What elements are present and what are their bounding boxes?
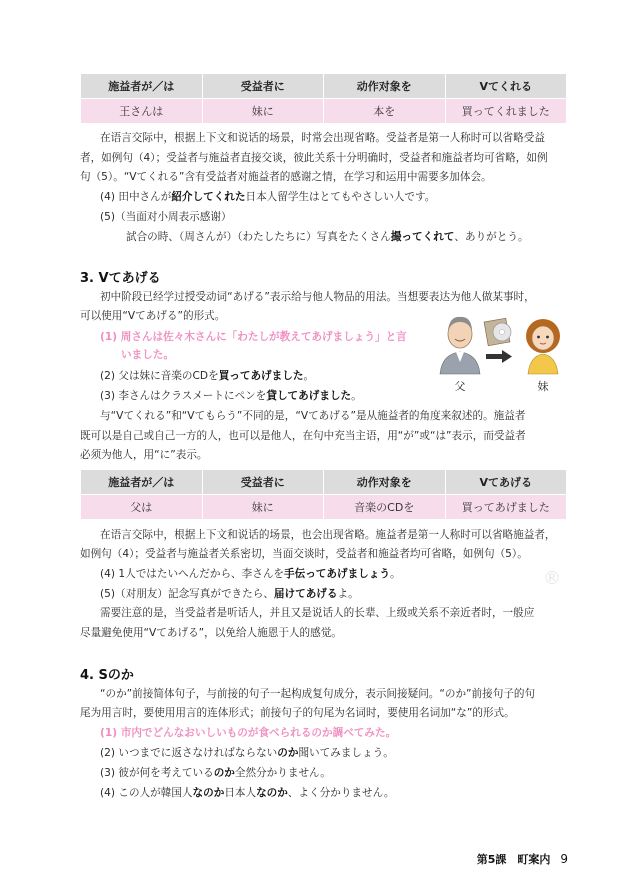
paragraph-line: 如例句（4）；受益者与施益者关系密切，当面交谈时，受益者和施益者均可省略，如例句（5）。: [80, 548, 528, 560]
paragraph-line: 尾为用言时，要使用用言的连体形式；前接句子的句尾为名词时，要使用名词加“な”的形式。: [80, 707, 515, 719]
table-cell: 王さんは: [81, 99, 203, 124]
cd-icon: [484, 318, 511, 345]
label-father: 父: [454, 380, 466, 393]
example-sentence: (2) いつまでに返さなければならないのか聞いてみましょう。: [100, 747, 394, 759]
table-header: 受益者に: [202, 470, 324, 495]
example-sentence: (5)（当面对小周表示感谢）: [100, 211, 232, 223]
paragraph-line: 句（5）。“Vてくれる”含有受益者对施益者的感谢之情，在学习和运用中需要多加体会。: [80, 171, 492, 183]
label-sister: 妹: [537, 380, 549, 393]
lesson-title: 第5課 町案内: [476, 853, 551, 866]
table-header: 受益者に: [202, 74, 324, 99]
example-sentence: (4) この人が韓国人なのか日本人なのか、よく分かりません。: [100, 787, 395, 799]
paragraph-line: 尽量避免使用“Vてあげる”，以免给人施恩于人的感觉。: [80, 627, 342, 639]
table-kureru: [80, 73, 567, 124]
example-sentence-highlight: (1) 市内でどんなおいしいものが食べられるのか調べてみた。: [100, 727, 397, 739]
paragraph-line: 在语言交际中，根据上下文和说话的场景，也会出现省略。施益者是第一人称时可以省略施益者，: [100, 529, 556, 541]
table-header: 动作对象を: [324, 470, 446, 495]
example-sentence-highlight: いました。: [121, 349, 174, 361]
table-header: 动作对象を: [324, 74, 446, 99]
paragraph-line: 在语言交际中，根据上下文和说话的场景，时常会出现省略。受益者是第一人称时可以省略受益: [100, 132, 545, 144]
section-title: 3. Vてあげる: [80, 271, 161, 286]
example-sentence: (5)（对朋友）記念写真ができたら、届けてあげるよ。: [100, 588, 359, 600]
father-figure: [440, 317, 480, 374]
example-sentence: (3) 李さんはクラスメートにペンを貸してあげました。: [100, 390, 362, 402]
page-footer: [477, 851, 568, 867]
table-cell: 本を: [324, 99, 446, 124]
sister-figure: [526, 319, 560, 374]
table-header: Vてくれる: [445, 74, 567, 99]
table-cell: 買ってあげました: [445, 495, 567, 520]
table-cell: 妹に: [202, 99, 324, 124]
example-sentence: 試合の時、（周さんが）（わたしたちに）写真をたくさん撮ってくれて、ありがとう。: [126, 231, 529, 243]
page-number: 9: [560, 852, 568, 866]
table-header: 施益者が／は: [81, 470, 203, 495]
example-sentence: (4) 1人ではたいへんだから、李さんを手伝ってあげましょう。: [100, 568, 401, 580]
paragraph-line: 者，如例句（4）；受益者与施益者直接交谈，彼此关系十分明确时，受益者和施益者均可省略，如例: [80, 152, 548, 164]
table-cell: 父は: [81, 495, 203, 520]
registered-mark: ®: [543, 568, 561, 589]
table-ageru: [80, 469, 567, 520]
paragraph-line: “のか”前接简体句子，与前接的句子一起构成复句成分，表示间接疑问。“のか”前接句子的句: [100, 688, 536, 700]
paragraph-line: 既可以是自己或自己一方的人，也可以是他人，在句中充当主语，用“が”或“は”表示，而受益者: [80, 430, 526, 442]
example-sentence: (4) 田中さんが紹介してくれた日本人留学生はとてもやさしい人です。: [100, 191, 436, 203]
table-header: 施益者が／は: [81, 74, 203, 99]
paragraph-line: 与“Vてくれる”和“Vてもらう”不同的是，“Vてあげる”是从施益者的角度来叙述的。施益者: [100, 410, 526, 422]
paragraph-line: 必须为他人，用“に”表示。: [80, 449, 208, 461]
section-title: 4. Sのか: [80, 668, 134, 683]
paragraph-line: 初中阶段已经学过授受动词“あげる”表示给与他人物品的用法。当想要表达为他人做某事时，: [100, 291, 535, 303]
example-sentence: (3) 彼が何を考えているのか全然分かりません。: [100, 767, 331, 779]
paragraph-line: 可以使用“Vてあげる”的形式。: [80, 310, 226, 322]
table-cell: 妹に: [202, 495, 324, 520]
arrow-right-icon: [486, 350, 512, 363]
illustration-svg: [438, 312, 566, 394]
paragraph-line: 需要注意的是，当受益者是听话人，并且又是说话人的长辈、上级或关系不亲近者时，一般应: [100, 607, 535, 619]
example-sentence: (2) 父は妹に音楽のCDを買ってあげました。: [100, 370, 315, 382]
table-cell: 買ってくれました: [445, 99, 567, 124]
father-gives-cd-illustration: [438, 312, 566, 394]
table-header: Vてあげる: [445, 470, 567, 495]
table-cell: 音楽のCDを: [324, 495, 446, 520]
example-sentence-highlight: (1) 周さんは佐々木さんに「わたしが教えてあげましょう」と言: [100, 331, 407, 343]
